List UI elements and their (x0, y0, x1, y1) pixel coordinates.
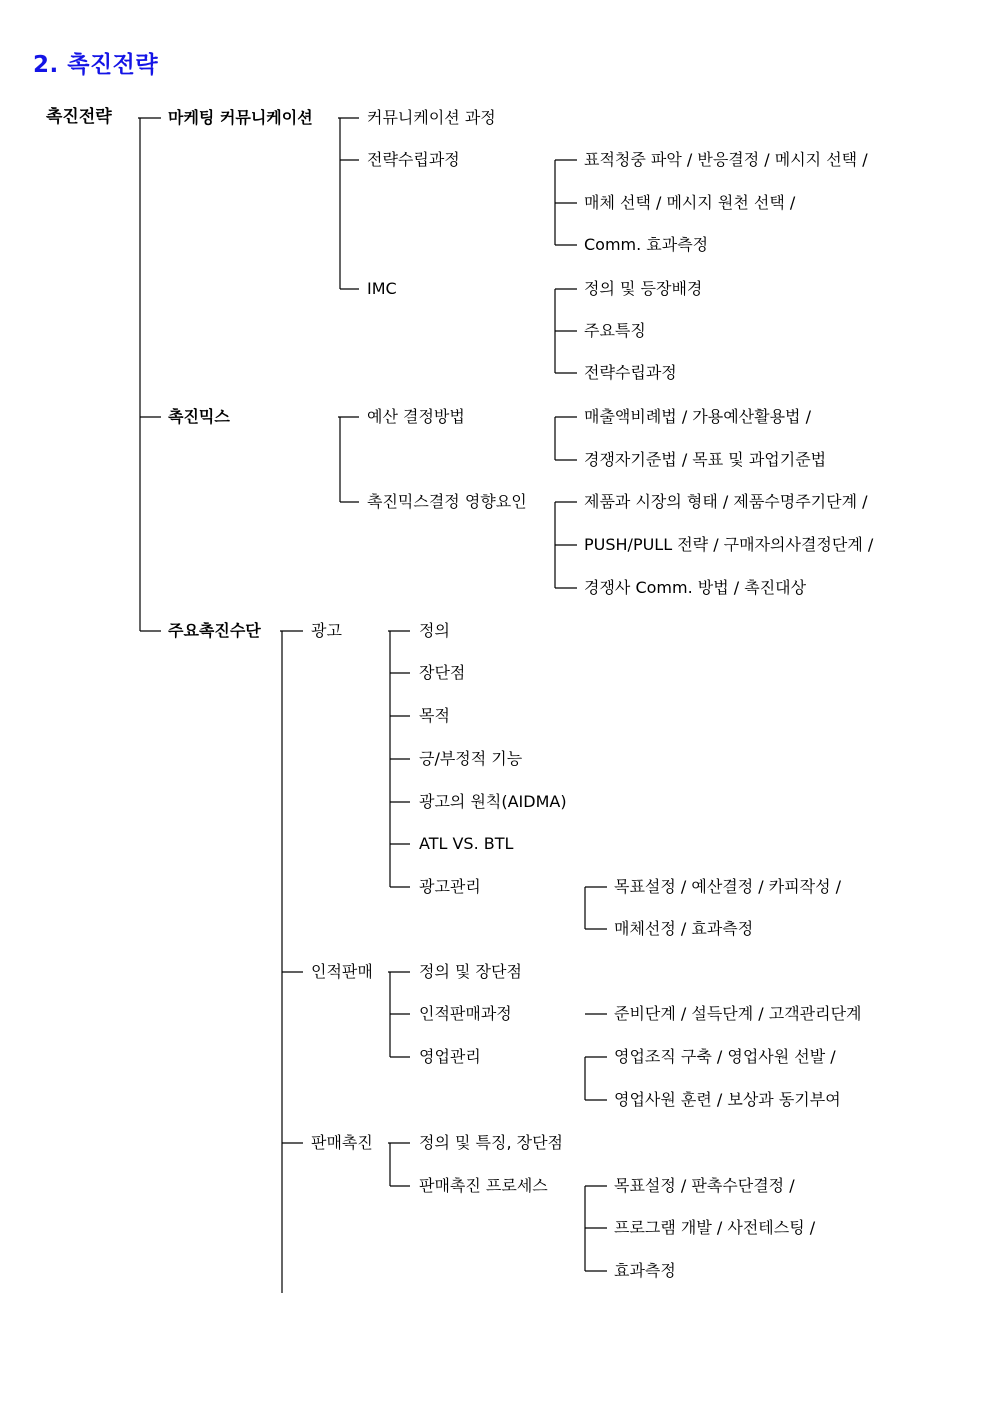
node-marketing-communication: 마케팅 커뮤니케이션 (168, 108, 313, 127)
node-budget-method: 예산 결정방법 (367, 407, 465, 426)
leaf-ad-2: 장단점 (419, 663, 466, 682)
leaf-ad-3: 목적 (419, 706, 450, 725)
leaf-ad-6: ATL VS. BTL (419, 834, 514, 853)
leaf-budget-2: 경쟁자기준법 / 목표 및 과업기준법 (584, 450, 827, 469)
node-imc: IMC (367, 279, 397, 298)
node-strategy-planning: 전략수립과정 (367, 150, 460, 169)
leaf-sp-process-3: 효과측정 (614, 1261, 676, 1280)
leaf-sp-2: 판매촉진 프로세스 (419, 1176, 548, 1195)
leaf-ps-process: 준비단계 / 설득단계 / 고객관리단계 (614, 1004, 862, 1023)
leaf-imc-3: 전략수립과정 (584, 363, 677, 382)
leaf-ps-mgmt-2: 영업사원 훈련 / 보상과 동기부여 (614, 1090, 841, 1109)
leaf-planning-2: 매체 선택 / 메시지 원천 선택 / (584, 193, 796, 212)
node-advertising: 광고 (311, 621, 342, 640)
leaf-factor-3: 경쟁사 Comm. 방법 / 촉진대상 (584, 578, 807, 597)
leaf-factor-1: 제품과 시장의 형태 / 제품수명주기단계 / (584, 492, 868, 511)
node-mix-factors: 촉진믹스결정 영향요인 (367, 492, 527, 511)
node-sales-promotion: 판매촉진 (311, 1133, 373, 1152)
leaf-planning-3: Comm. 효과측정 (584, 235, 709, 254)
leaf-imc-1: 정의 및 등장배경 (584, 279, 703, 298)
leaf-budget-1: 매출액비례법 / 가용예산활용법 / (584, 407, 811, 426)
leaf-sp-process-2: 프로그램 개발 / 사전테스팅 / (614, 1218, 816, 1237)
leaf-ps-mgmt-1: 영업조직 구축 / 영업사원 선발 / (614, 1047, 836, 1066)
tree-root: 촉진전략 (46, 107, 112, 127)
leaf-ad-1: 정의 (419, 621, 450, 640)
leaf-sp-1: 정의 및 특징, 장단점 (419, 1133, 563, 1152)
node-promotion-mix: 촉진믹스 (168, 407, 230, 426)
page-heading: 2. 촉진전략 (33, 52, 159, 78)
leaf-ad-5: 광고의 원칙(AIDMA) (419, 792, 567, 811)
leaf-ps-2: 인적판매과정 (419, 1004, 512, 1023)
leaf-ps-3: 영업관리 (419, 1047, 481, 1066)
leaf-sp-process-1: 목표설정 / 판촉수단결정 / (614, 1176, 795, 1195)
node-main-promotion-tools: 주요촉진수단 (168, 621, 261, 640)
leaf-imc-2: 주요특징 (584, 321, 646, 340)
node-communication-process: 커뮤니케이션 과정 (367, 108, 496, 127)
leaf-ad-mgmt-1: 목표설정 / 예산결정 / 카피작성 / (614, 877, 842, 896)
leaf-ps-1: 정의 및 장단점 (419, 962, 522, 981)
leaf-ad-4: 긍/부정적 기능 (419, 749, 523, 768)
node-personal-selling: 인적판매 (311, 962, 373, 981)
leaf-ad-7: 광고관리 (419, 877, 481, 896)
leaf-factor-2: PUSH/PULL 전략 / 구매자의사결정단계 / (584, 535, 874, 554)
leaf-planning-1: 표적청중 파악 / 반응결정 / 메시지 선택 / (584, 150, 868, 169)
leaf-ad-mgmt-2: 매체선정 / 효과측정 (614, 919, 754, 938)
